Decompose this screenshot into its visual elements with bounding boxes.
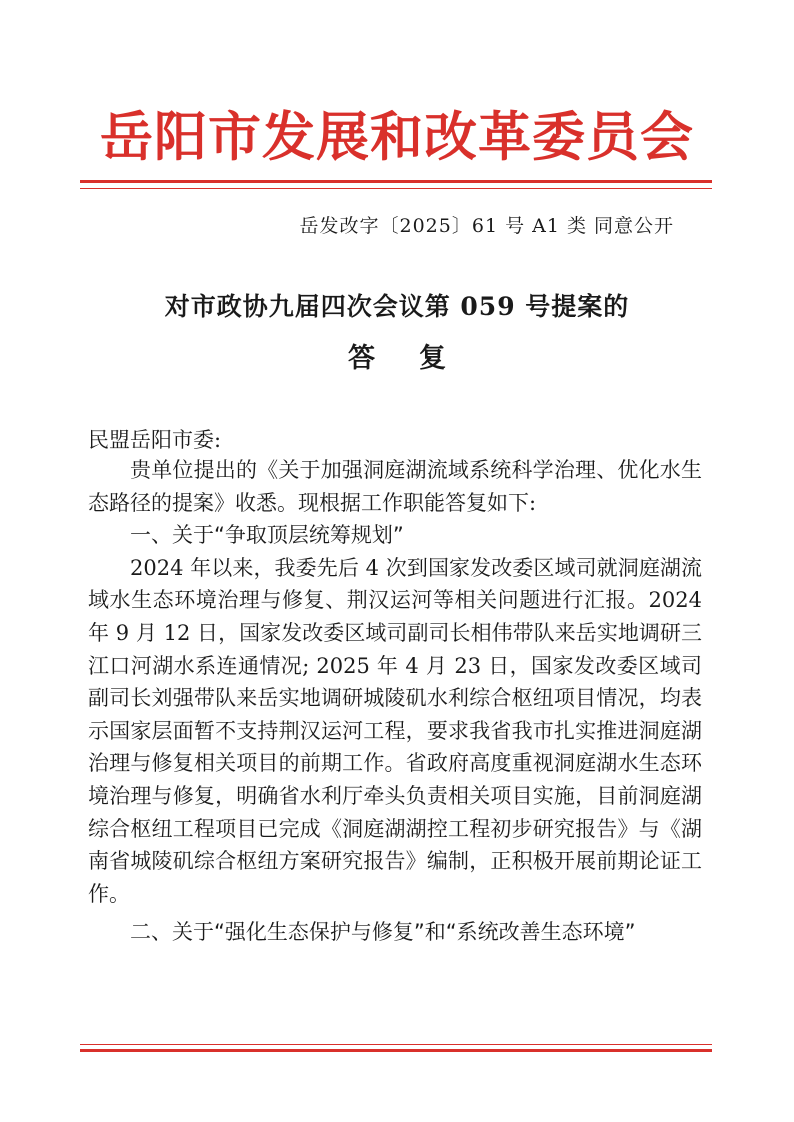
document-title: 对市政协九届四次会议第 059 号提案的 (164, 292, 630, 321)
intro-paragraph: 贵单位提出的《关于加强洞庭湖流域系统科学治理、优化水生态路径的提案》收悉。现根据工作职能答复如下: (88, 458, 702, 515)
subtitle-char: 答 (348, 343, 375, 374)
issuing-organization-title: 岳阳市发展和改革委员会 (100, 107, 694, 168)
section-heading: 二、关于“强化生态保护与修复”和“系统改善生态环境” (130, 920, 636, 945)
section-heading: 一、关于“争取顶层统筹规划” (130, 523, 404, 548)
document-number: 岳发改字〔2025〕61 号 A1 类 同意公开 (299, 215, 674, 237)
header-divider-thick (80, 180, 712, 183)
document-subtitle (0, 336, 794, 375)
subtitle-char: 复 (419, 343, 446, 374)
salutation: 民盟岳阳市委: (88, 428, 222, 452)
document-body (88, 454, 702, 949)
footer-divider-thin (80, 1044, 712, 1045)
footer-divider-thick (80, 1049, 712, 1052)
body-paragraph: 2024 年以来，我委先后 4 次到国家发改委区域司就洞庭湖流域水生态环境治理与修复、荆汉运河等相关问题进行汇报。2024 年 9 月 12 日，国家发改委区域司副司长相伟带队来岳实地调研三江口河湖水系连通情况; 2025 年 4 月 23 日，国家发改委区域司副司长刘强带队来岳实地调研城陵矶水利综合枢纽项目情况，均表示国家层面暂不支持荆汉运河工程，要求我省我市扎实推进洞庭湖治理与修复相关项目的前期工作。省政府高度重视洞庭湖水生态环境治理与修复，明确省水利厅牵头负责相关项目实施，目前洞庭湖综合枢纽工程项目已完成《洞庭湖湖控工程初步研究报告》与《湖南省城陵矶综合枢纽方案研究报告》编制，正积极开展前期论证工作。 (88, 555, 702, 906)
header-divider-thin (80, 188, 712, 189)
